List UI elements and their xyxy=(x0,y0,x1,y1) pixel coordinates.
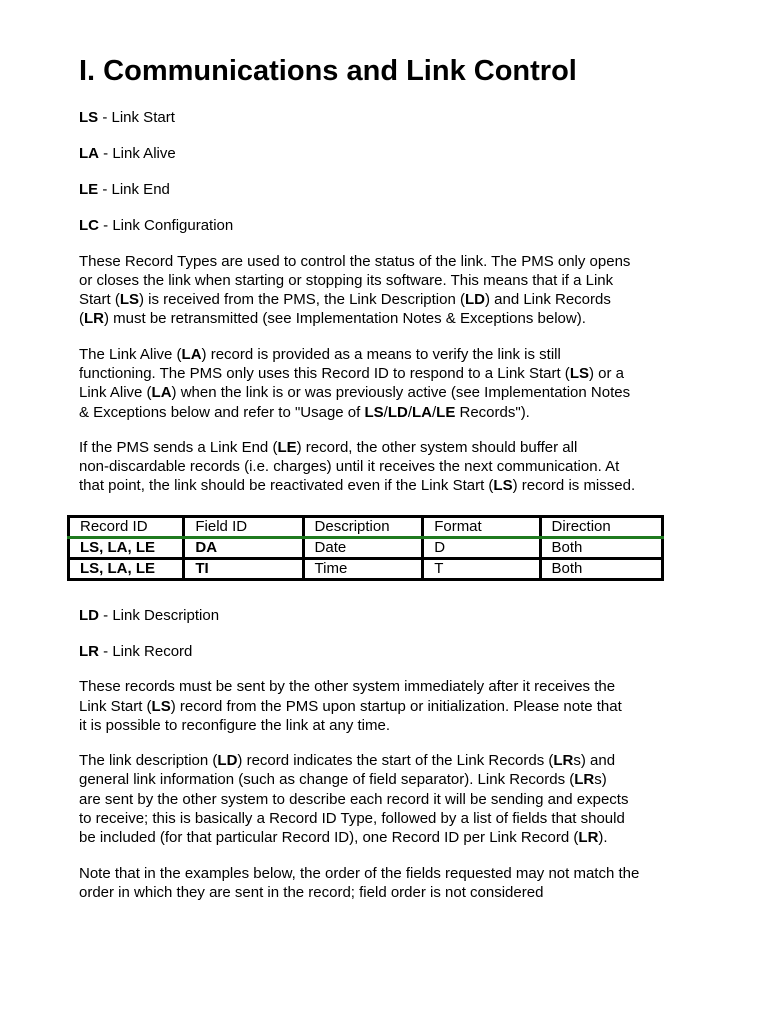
table-row xyxy=(69,558,663,579)
paragraph-link-end: If the PMS sends a Link End (LE) record, the other system should buffer all non-discardable records (i.e. charges) until it receives the next communication. At that point, the link should be reactivated even if the Link Start (LS) record is missed. xyxy=(79,438,636,495)
definition-le: LE - Link End xyxy=(79,181,170,198)
table-cell: T xyxy=(423,558,540,579)
table-cell: Both xyxy=(540,537,662,558)
table-cell: DA xyxy=(184,537,303,558)
paragraph-field-order: Note that in the examples below, the order of the fields requested may not match the order in which they are sent in the record; field order is not considered xyxy=(79,864,640,901)
record-table xyxy=(67,515,664,581)
table-header-row xyxy=(69,516,663,537)
paragraph-link-description: The link description (LD) record indicates the start of the Link Records (LRs) and general link information (such as change of field separator). Link Records (LRs) are sent by the other system to describe each record it will be sending and expects to receive; this is basically a Record ID Type, followed by a list of fields that should be included (for that particular Record ID), one Record ID per Link Record (LR). xyxy=(79,752,629,847)
definition-la: LA - Link Alive xyxy=(79,145,176,162)
table-header-cell: Description xyxy=(303,516,423,537)
record-table-wrapper xyxy=(79,515,679,591)
definition-ls: LS - Link Start xyxy=(79,109,175,126)
paragraph-link-records: These records must be sent by the other system immediately after it receives the Link Start (LS) record from the PMS upon startup or initialization. Please note that it is possible to reconfigure the link at any time. xyxy=(79,678,622,734)
table-header-cell: Record ID xyxy=(69,516,184,537)
definition-lc: LC - Link Configuration xyxy=(79,217,234,234)
table-row xyxy=(69,537,663,558)
table-cell: D xyxy=(423,537,540,558)
document-body xyxy=(79,50,679,902)
table-cell: LS, LA, LE xyxy=(69,537,184,558)
table-header-cell: Field ID xyxy=(184,516,303,537)
paragraph-link-control: These Record Types are used to control the status of the link. The PMS only opens or closes the link when starting or stopping its software. This means that if a Link Start (LS) is received from the PMS, the Link Description (LD) and Link Records (LR) must be retransmitted (see Implementation Notes & Exceptions below). xyxy=(79,252,631,328)
table-cell: TI xyxy=(184,558,303,579)
table-header-cell: Direction xyxy=(540,516,662,537)
paragraph-link-alive: The Link Alive (LA) record is provided as a means to verify the link is still functioning. The PMS only uses this Record ID to respond to a Link Start (LS) or a Link Alive (LA) when the link is or was previously active (see Implementation Notes & Exceptions below and refer to "Usage of LS/LD/LA/LE Records"). xyxy=(79,345,631,421)
table-cell: Both xyxy=(540,558,662,579)
table-header-cell: Format xyxy=(423,516,540,537)
table-cell: Date xyxy=(303,537,423,558)
definition-ld: LD - Link Description xyxy=(79,606,220,624)
definition-lr: LR - Link Record xyxy=(79,642,193,660)
table-cell: LS, LA, LE xyxy=(69,558,184,579)
page-title: I. Communications and Link Control xyxy=(79,55,577,87)
table-cell: Time xyxy=(303,558,423,579)
